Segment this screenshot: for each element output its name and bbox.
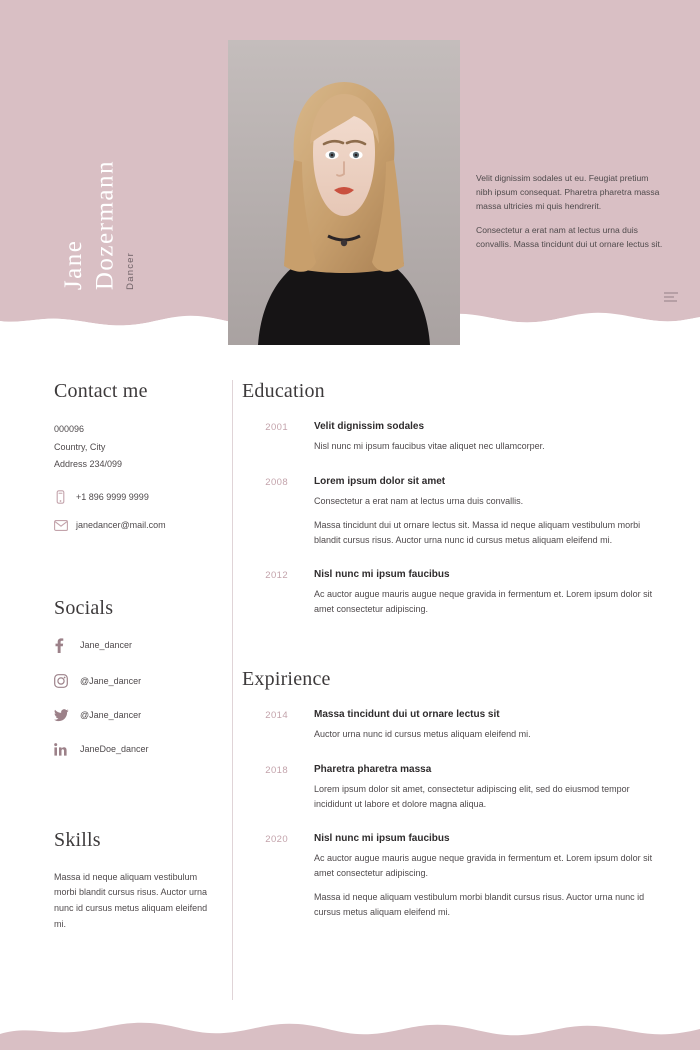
left-column <box>54 380 214 933</box>
entry-title: Nisl nunc mi ipsum faucibus <box>314 569 450 581</box>
experience-entry <box>242 764 662 811</box>
portrait-illustration <box>228 40 460 345</box>
contact-email-row[interactable] <box>54 520 214 531</box>
linkedin-icon <box>54 743 80 756</box>
entry-paragraph: Ac auctor augue mauris augue neque gravida in fermentum et. Lorem ipsum dolor sit amet consectetur adipiscing. <box>314 589 653 614</box>
social-instagram-row[interactable] <box>54 674 214 688</box>
candidate-name-line2: Dozermann <box>91 159 119 290</box>
experience-entry <box>242 833 662 919</box>
contact-section-title: Contact me <box>54 380 148 402</box>
mail-icon <box>54 520 76 531</box>
experience-entry <box>242 709 662 742</box>
experience-section-title: Expirience <box>242 668 331 691</box>
intro-paragraph: Velit dignissim sodales ut eu. Feugiat pretium nibh ipsum consequat. Pharetra pharetra massa massa ultricies mi quis hendrerit. <box>476 173 660 211</box>
right-column <box>242 380 662 942</box>
social-instagram-value: @Jane_dancer <box>80 675 142 686</box>
social-facebook-row[interactable] <box>54 638 214 653</box>
address-line: Country, City <box>54 441 106 452</box>
entry-year: 2001 <box>265 422 288 433</box>
entry-title: Massa tincidunt dui ut ornare lectus sit <box>314 709 500 721</box>
address-line: 000096 <box>54 424 85 434</box>
education-entry <box>242 569 662 616</box>
candidate-name <box>58 160 121 290</box>
portrait-photo <box>228 40 460 345</box>
social-twitter-value: @Jane_dancer <box>80 710 142 721</box>
decorative-lines-icon <box>664 292 678 304</box>
social-facebook-value: Jane_dancer <box>80 640 133 651</box>
skills-section-title: Skills <box>54 828 101 851</box>
facebook-icon <box>54 638 80 653</box>
entry-year: 2012 <box>265 570 288 582</box>
education-entry <box>242 476 662 548</box>
entry-title: Velit dignissim sodales <box>314 421 425 432</box>
address-line: Address 234/099 <box>54 459 123 470</box>
entry-paragraph: Ac auctor augue mauris augue neque gravida in fermentum et. Lorem ipsum dolor sit amet consectetur adipiscing. <box>314 853 653 878</box>
social-linkedin-value: JaneDoe_dancer <box>80 744 149 755</box>
instagram-icon <box>54 674 80 688</box>
entry-paragraph: Auctor urna nunc id cursus metus aliquam eleifend mi. <box>314 729 531 740</box>
social-linkedin-row[interactable] <box>54 743 214 756</box>
entry-paragraph: Nisl nunc mi ipsum faucibus vitae aliquet nec ullamcorper. <box>314 441 545 451</box>
entry-title: Pharetra pharetra massa <box>314 764 432 776</box>
phone-icon <box>54 490 76 504</box>
intro-text <box>476 172 666 252</box>
column-divider <box>232 380 233 1000</box>
candidate-role: Dancer <box>124 252 136 290</box>
socials-section-title: Socials <box>54 596 114 619</box>
candidate-name-line1: Jane <box>60 239 87 290</box>
entry-year: 2018 <box>265 765 288 777</box>
entry-paragraph: Consectetur a erat nam at lectus urna duis convallis. <box>314 495 524 506</box>
education-entry <box>242 421 662 454</box>
skills-text: Massa id neque aliquam vestibulum morbi blandit cursus risus. Auctor urna nunc id cursus metus aliquam eleifend mi. <box>54 871 208 929</box>
intro-paragraph: Consectetur a erat nam at lectus urna duis convallis. Massa tincidunt dui ut ornare lectus sit. <box>476 224 663 249</box>
resume-body <box>0 318 700 1050</box>
footer-torn-edge <box>0 1004 700 1050</box>
name-block <box>58 90 136 290</box>
contact-email-value: janedancer@mail.com <box>76 520 166 531</box>
entry-year: 2014 <box>265 710 288 722</box>
contact-phone-value: +1 896 9999 9999 <box>76 491 149 502</box>
entry-title: Lorem ipsum dolor sit amet <box>314 475 446 487</box>
social-twitter-row[interactable] <box>54 709 214 722</box>
contact-phone-row[interactable] <box>54 490 214 504</box>
entry-paragraph: Lorem ipsum dolor sit amet, consectetur adipiscing elit, sed do eiusmod tempor incididunt ut labore et dolore magna aliqua. <box>314 784 630 809</box>
entry-year: 2008 <box>265 476 288 488</box>
education-section-title: Education <box>242 380 325 402</box>
entry-year: 2020 <box>265 834 288 846</box>
entry-title: Nisl nunc mi ipsum faucibus <box>314 833 450 845</box>
entry-paragraph: Massa id neque aliquam vestibulum morbi blandit cursus risus. Auctor urna nunc id cursus metus aliquam eleifend mi. <box>314 892 645 917</box>
address-block <box>54 421 214 474</box>
twitter-icon <box>54 709 80 722</box>
entry-paragraph: Massa tincidunt dui ut ornare lectus sit. Massa id neque aliquam vestibulum morbi blandit cursus risus. Auctor urna nunc id cursus metus aliquam eleifend mi. <box>314 520 641 545</box>
